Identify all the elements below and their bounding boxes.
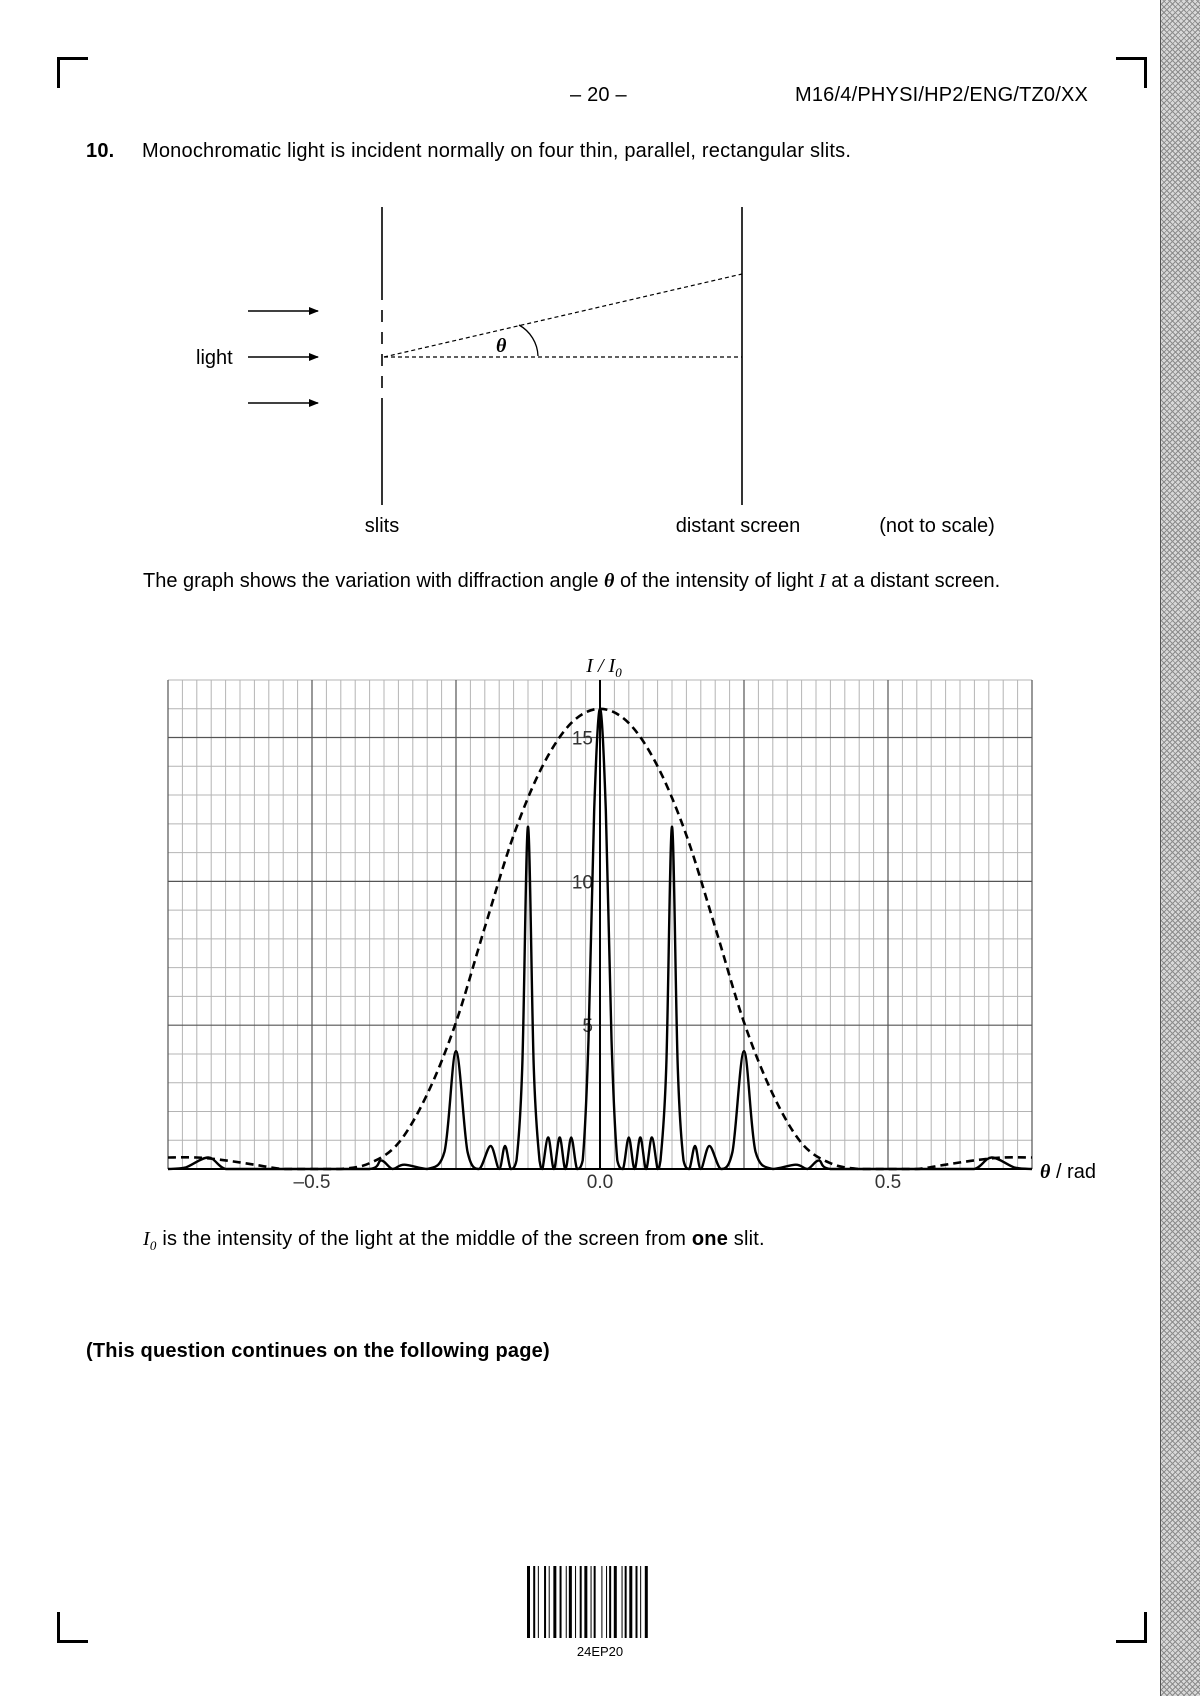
- diffracted-ray-line: [384, 274, 742, 357]
- footnote-intensity-symbol: I: [143, 1228, 150, 1250]
- barcode-bar: [614, 1566, 617, 1638]
- barcode-bar: [544, 1566, 546, 1638]
- barcode-bar: [549, 1566, 550, 1638]
- description-text-2: of the intensity of light: [614, 570, 819, 592]
- footnote: [143, 1228, 765, 1254]
- barcode-label: 24EP20: [576, 1644, 624, 1659]
- barcode-bar: [601, 1566, 602, 1638]
- barcode-bars: [527, 1566, 673, 1638]
- question-number: 10.: [86, 140, 115, 162]
- intensity-symbol: I: [818, 570, 826, 592]
- angle-symbol: θ: [496, 335, 507, 357]
- intensity-chart: [0, 640, 1150, 1210]
- barcode-bar: [553, 1566, 556, 1638]
- barcode-bar: [527, 1566, 530, 1638]
- x-tick-label: –0.5: [293, 1172, 331, 1193]
- question-text: Monochromatic light is incident normally on four thin, parallel, rectangular slits.: [142, 140, 852, 162]
- paper-code: M16/4/PHYSI/HP2/ENG/TZ0/XX: [795, 84, 1089, 106]
- x-tick-label: 0.0: [586, 1172, 614, 1193]
- barcode-bar: [636, 1566, 638, 1638]
- barcode-bar: [575, 1566, 576, 1638]
- y-tick-label: 15: [571, 728, 593, 750]
- margin-hatch-strip: [1160, 0, 1200, 1696]
- theta-symbol: θ: [604, 570, 615, 592]
- barcode-bar: [584, 1566, 587, 1638]
- barcode-bar: [591, 1566, 592, 1638]
- barcode: [527, 1566, 673, 1659]
- slits-label: slits: [364, 515, 400, 537]
- angle-arc: [519, 325, 538, 356]
- crop-mark-bottom-left: [57, 1612, 88, 1643]
- footnote-subscript: 0: [149, 1238, 157, 1253]
- crop-mark-top-right: [1116, 57, 1147, 88]
- barcode-bar: [640, 1566, 641, 1638]
- barcode-bar: [645, 1566, 648, 1638]
- barcode-bar: [622, 1566, 623, 1638]
- barcode-bar: [566, 1566, 567, 1638]
- scale-note: (not to scale): [879, 515, 995, 537]
- crop-mark-top-left: [57, 57, 88, 88]
- barcode-bar: [533, 1566, 535, 1638]
- barcode-bar: [594, 1566, 596, 1638]
- barcode-bar: [569, 1566, 572, 1638]
- description-text-1: The graph shows the variation with diffraction angle: [143, 570, 605, 592]
- barcode-bar: [609, 1566, 611, 1638]
- graph-description: [143, 567, 1043, 595]
- description-text-3: at a distant screen.: [825, 570, 1001, 592]
- barcode-bar: [629, 1566, 632, 1638]
- y-tick-label: 10: [571, 872, 593, 894]
- footnote-emphasis: one: [691, 1228, 729, 1250]
- x-tick-labels: [294, 1172, 902, 1193]
- light-arrows: [248, 311, 318, 403]
- light-label: light: [196, 347, 233, 369]
- continues-note: (This question continues on the following page): [86, 1340, 550, 1362]
- barcode-bar: [606, 1566, 607, 1638]
- crop-mark-bottom-right: [1116, 1612, 1147, 1643]
- y-tick-label: 5: [582, 1016, 593, 1038]
- barcode-bar: [625, 1566, 627, 1638]
- x-tick-label: 0.5: [874, 1172, 902, 1193]
- screen-label: distant screen: [675, 515, 801, 537]
- barcode-bar: [560, 1566, 562, 1638]
- footnote-text-2: slit.: [728, 1228, 765, 1250]
- barcode-bar: [538, 1566, 539, 1638]
- footnote-text-1: is the intensity of the light at the middle of the screen from: [156, 1228, 692, 1250]
- x-axis-label: θ / rad: [1040, 1161, 1096, 1183]
- page-number: – 20 –: [570, 84, 627, 106]
- y-axis-label: I / $I_0$: [586, 655, 622, 680]
- slit-diagram: [0, 190, 1150, 550]
- barcode-bar: [580, 1566, 582, 1638]
